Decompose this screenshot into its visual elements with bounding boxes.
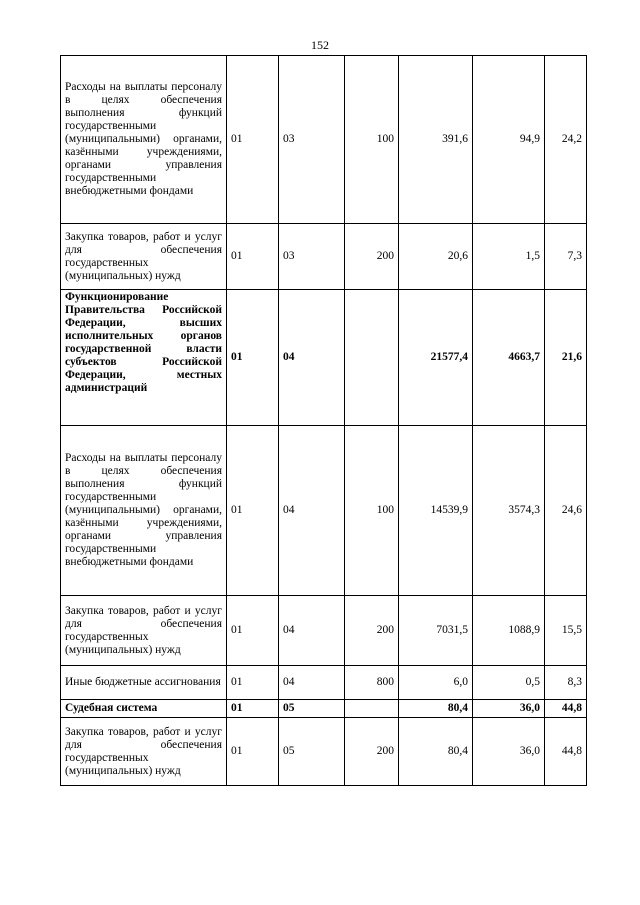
row-expense-type: 100	[345, 426, 399, 596]
row-fact-amount: 36,0	[473, 718, 545, 786]
row-fact-amount: 1088,9	[473, 596, 545, 666]
row-plan-amount: 14539,9	[399, 426, 473, 596]
row-percent: 8,3	[545, 666, 587, 700]
row-section-code: 01	[227, 224, 279, 290]
row-fact-amount: 4663,7	[473, 290, 545, 426]
row-plan-amount: 391,6	[399, 56, 473, 224]
row-fact-amount: 1,5	[473, 224, 545, 290]
row-expense-type: 200	[345, 718, 399, 786]
table-row	[61, 700, 587, 718]
table-row	[61, 56, 587, 224]
row-name: Закупка товаров, работ и услуг для обеспечения государственных (муниципальных) нужд	[61, 596, 227, 666]
row-subsection-code: 03	[279, 56, 345, 224]
row-percent: 7,3	[545, 224, 587, 290]
row-plan-amount: 7031,5	[399, 596, 473, 666]
row-name: Закупка товаров, работ и услуг для обеспечения государственных (муниципальных) нужд	[61, 224, 227, 290]
table-row	[61, 718, 587, 786]
row-percent: 24,2	[545, 56, 587, 224]
row-expense-type	[345, 290, 399, 426]
row-expense-type: 100	[345, 56, 399, 224]
row-subsection-code: 04	[279, 290, 345, 426]
row-plan-amount: 6,0	[399, 666, 473, 700]
budget-table	[60, 55, 587, 786]
row-section-code: 01	[227, 718, 279, 786]
row-expense-type: 200	[345, 224, 399, 290]
row-plan-amount: 20,6	[399, 224, 473, 290]
row-plan-amount: 80,4	[399, 700, 473, 718]
row-percent: 44,8	[545, 700, 587, 718]
row-subsection-code: 05	[279, 700, 345, 718]
row-expense-type	[345, 700, 399, 718]
table-row	[61, 224, 587, 290]
row-expense-type: 800	[345, 666, 399, 700]
row-section-code: 01	[227, 666, 279, 700]
table-row	[61, 426, 587, 596]
page-number: 152	[311, 38, 329, 52]
row-plan-amount: 21577,4	[399, 290, 473, 426]
row-section-code: 01	[227, 426, 279, 596]
row-name: Закупка товаров, работ и услуг для обеспечения государственных (муниципальных) нужд	[61, 718, 227, 786]
row-subsection-code: 04	[279, 426, 345, 596]
row-section-code: 01	[227, 596, 279, 666]
row-fact-amount: 36,0	[473, 700, 545, 718]
row-plan-amount: 80,4	[399, 718, 473, 786]
table-row	[61, 666, 587, 700]
row-section-code: 01	[227, 56, 279, 224]
table-row	[61, 596, 587, 666]
row-percent: 44,8	[545, 718, 587, 786]
row-subsection-code: 04	[279, 666, 345, 700]
row-subsection-code: 04	[279, 596, 345, 666]
row-expense-type: 200	[345, 596, 399, 666]
table-row	[61, 290, 587, 426]
row-fact-amount: 3574,3	[473, 426, 545, 596]
row-subsection-code: 03	[279, 224, 345, 290]
row-percent: 21,6	[545, 290, 587, 426]
row-fact-amount: 0,5	[473, 666, 545, 700]
row-percent: 15,5	[545, 596, 587, 666]
row-percent: 24,6	[545, 426, 587, 596]
row-fact-amount: 94,9	[473, 56, 545, 224]
row-section-code: 01	[227, 290, 279, 426]
row-name: Функционирование Правительства Российской Федерации, высших исполнительных органов государственной власти субъектов Российской Федерации, местных администраций	[61, 290, 227, 426]
row-name: Судебная система	[61, 700, 227, 718]
row-subsection-code: 05	[279, 718, 345, 786]
row-name: Иные бюджетные ассигнования	[61, 666, 227, 700]
row-section-code: 01	[227, 700, 279, 718]
row-name: Расходы на выплаты персоналу в целях обеспечения выполнения функций государственными (муниципальными) органами, казёнными учреждениями, органами управления государственными внебюджетными фондами	[61, 426, 227, 596]
row-name: Расходы на выплаты персоналу в целях обеспечения выполнения функций государственными (муниципальными) органами, казёнными учреждениями, органами управления государственными внебюджетными фондами	[61, 56, 227, 224]
